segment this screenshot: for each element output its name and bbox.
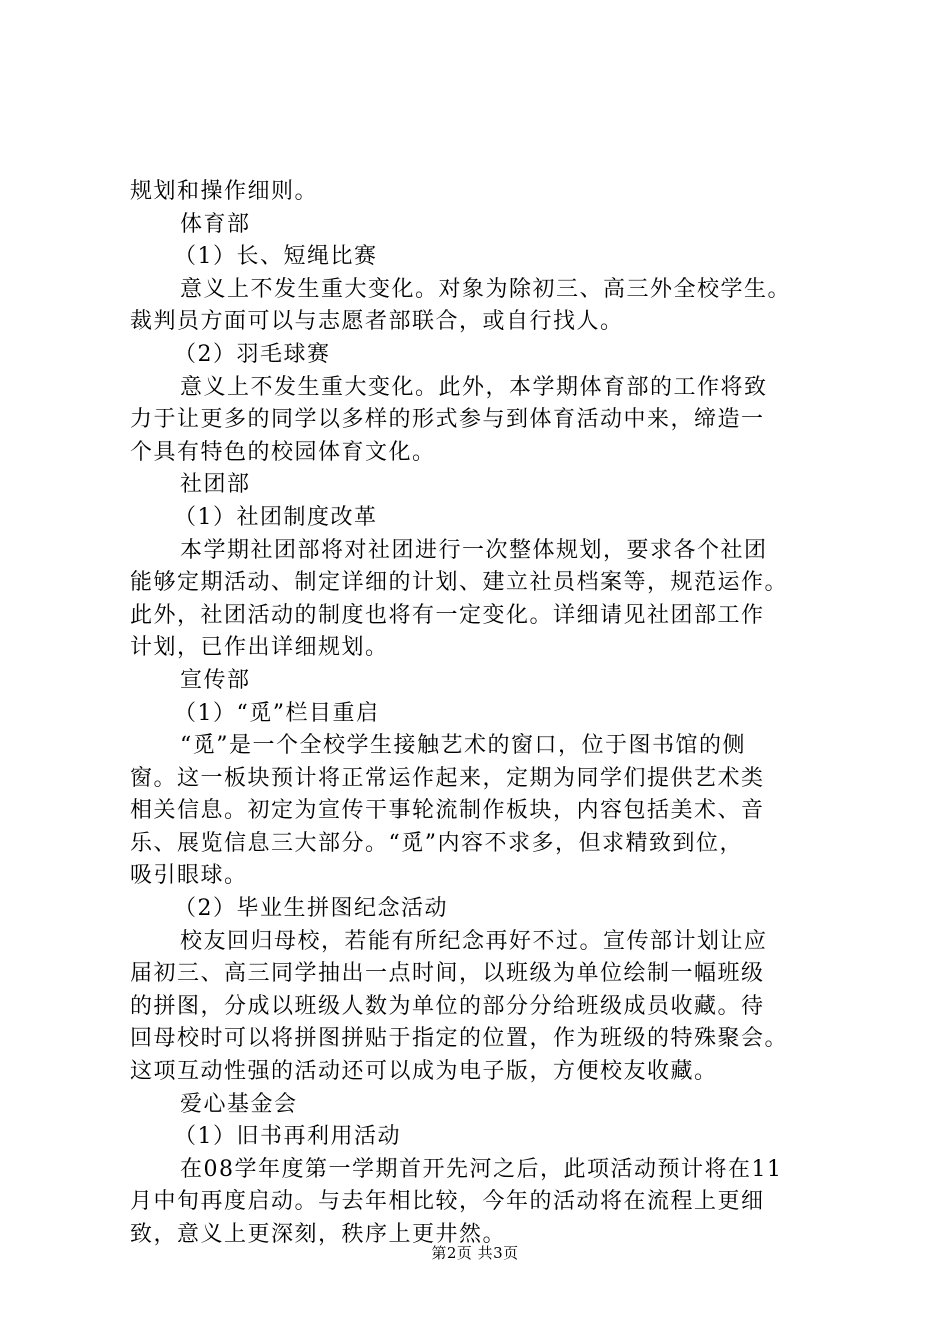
text-line: 的拼图，分成以班级人数为单位的部分分给班级成员收藏。待 <box>130 993 765 1019</box>
text-line: 窗。这一板块预计将正常运作起来，定期为同学们提供艺术类 <box>130 765 765 791</box>
text-line: 体育部 <box>180 211 251 237</box>
text-line: 计划，已作出详细规划。 <box>130 635 389 661</box>
text-line: 校友回归母校，若能有所纪念再好不过。宣传部计划让应 <box>180 928 768 954</box>
text-line: 能够定期活动、制定详细的计划、建立社员档案等，规范运作。 <box>130 570 789 596</box>
text-line: 爱心基金会 <box>180 1091 298 1117</box>
text-line: 回母校时可以将拼图拼贴于指定的位置，作为班级的特殊聚会。 <box>130 1026 789 1052</box>
text-line: 意义上不发生重大变化。此外，本学期体育部的工作将致 <box>180 374 768 400</box>
text-line: 意义上不发生重大变化。对象为除初三、高三外全校学生。 <box>180 276 792 302</box>
text-line: 这项互动性强的活动还可以成为电子版，方便校友收藏。 <box>130 1059 718 1085</box>
text-line: 致，意义上更深刻，秩序上更井然。 <box>130 1222 507 1247</box>
text-line: 社团部 <box>180 472 251 498</box>
text-line: 规划和操作细则。 <box>130 179 319 204</box>
section-item-heading: （1）旧书再利用活动 <box>174 1124 401 1150</box>
text-line: 此外，社团活动的制度也将有一定变化。详细请见社团部工作 <box>130 602 765 628</box>
text-line: 相关信息。初定为宣传干事轮流制作板块，内容包括美术、音 <box>130 798 765 824</box>
document-body <box>130 176 855 1252</box>
text-line: 力于让更多的同学以多样的形式参与到体育活动中来，缔造一 <box>130 407 765 433</box>
text-line: 月中旬再度启动。与去年相比较，今年的活动将在流程上更细 <box>130 1189 765 1215</box>
text-line: “觅”是一个全校学生接触艺术的窗口，位于图书馆的侧 <box>180 733 746 759</box>
text-line: 在08学年度第一学期首开先河之后，此项活动预计将在11 <box>180 1156 783 1182</box>
text-line: 吸引眼球。 <box>130 863 248 889</box>
section-item-heading: （1）长、短绳比赛 <box>174 244 378 270</box>
text-line: 乐、展览信息三大部分。“觅”内容不求多，但求精致到位， <box>130 830 743 856</box>
section-item-heading: （1）社团制度改革 <box>174 504 378 530</box>
text-line: 届初三、高三同学抽出一点时间，以班级为单位绘制一幅班级 <box>130 961 765 987</box>
section-item-heading: （2）毕业生拼图纪念活动 <box>174 896 448 922</box>
section-item-heading: （1）“觅”栏目重启 <box>174 700 380 726</box>
text-line: 裁判员方面可以与志愿者部联合，或自行找人。 <box>130 309 624 335</box>
text-line: 本学期社团部将对社团进行一次整体规划，要求各个社团 <box>180 537 768 563</box>
section-item-heading: （2）羽毛球赛 <box>174 341 331 367</box>
text-line: 宣传部 <box>180 667 251 693</box>
page-footer: 第2页 共3页 <box>431 1244 519 1262</box>
text-line: 个具有特色的校园体育文化。 <box>130 439 436 465</box>
